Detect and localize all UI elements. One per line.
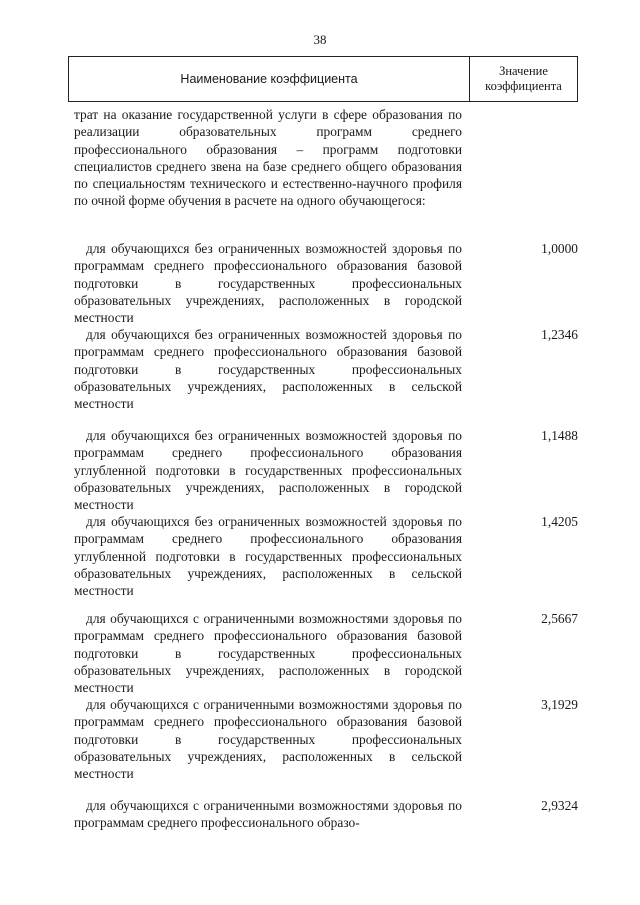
row-description: для обучающихся без ограниченных возможностей здоровья по программам среднего профессионального образования углубленной подготовки в государственных профессиональных образовательных учреждениях, расположенных в городской местности — [74, 428, 462, 513]
table-row — [74, 696, 578, 782]
header-value-line1: Значение — [499, 64, 548, 78]
row-value: 1,2346 — [541, 327, 578, 342]
row-value: 3,1929 — [541, 697, 578, 712]
table-row — [74, 326, 578, 412]
page-number: 38 — [313, 32, 327, 47]
row-description: для обучающихся с ограниченными возможностями здоровья по программам среднего профессионального образо- — [74, 798, 462, 831]
table-row — [74, 797, 578, 832]
row-description: для обучающихся без ограниченных возможностей здоровья по программам среднего профессионального образования базовой подготовки в государственных профессиональных образовательных учреждениях, расположенных в городской местности — [74, 241, 462, 326]
table-row — [74, 240, 578, 326]
table-header — [68, 56, 578, 102]
row-value: 1,1488 — [541, 428, 578, 443]
row-description: для обучающихся с ограниченными возможностями здоровья по программам среднего профессионального образования базовой подготовки в государственных профессиональных образовательных учреждениях, расположенных в сельской местности — [74, 697, 462, 782]
row-description: для обучающихся без ограниченных возможностей здоровья по программам среднего профессионального образования углубленной подготовки в государственных профессиональных образовательных учреждениях, расположенных в сельской местности — [74, 514, 462, 599]
row-description: для обучающихся с ограниченными возможностями здоровья по программам среднего профессионального образования базовой подготовки в государственных профессиональных образовательных учреждениях, расположенных в городской местности — [74, 611, 462, 696]
table-row — [74, 610, 578, 696]
row-value: 2,9324 — [541, 798, 578, 813]
table-row — [74, 427, 578, 513]
header-value-line2: коэффициента — [485, 79, 562, 93]
row-value: 1,4205 — [541, 514, 578, 529]
table-row — [74, 513, 578, 599]
row-description: для обучающихся без ограниченных возможностей здоровья по программам среднего профессионального образования базовой подготовки в государственных профессиональных образовательных учреждениях, расположенных в сельской местности — [74, 327, 462, 412]
row-value: 1,0000 — [541, 241, 578, 256]
header-coefficient-value — [470, 57, 577, 101]
row-value: 2,5667 — [541, 611, 578, 626]
intro-text: трат на оказание государственной услуги в сфере образования по реализации образовательных программ среднего профессионального образования – программ подготовки специалистов среднего звена на базе среднего общего образования по специальностям технического и естественно-научного профиля по очной форме обучения в расчете на одного обучающегося: — [74, 107, 462, 209]
header-coefficient-name: Наименование коэффициента — [69, 57, 470, 101]
